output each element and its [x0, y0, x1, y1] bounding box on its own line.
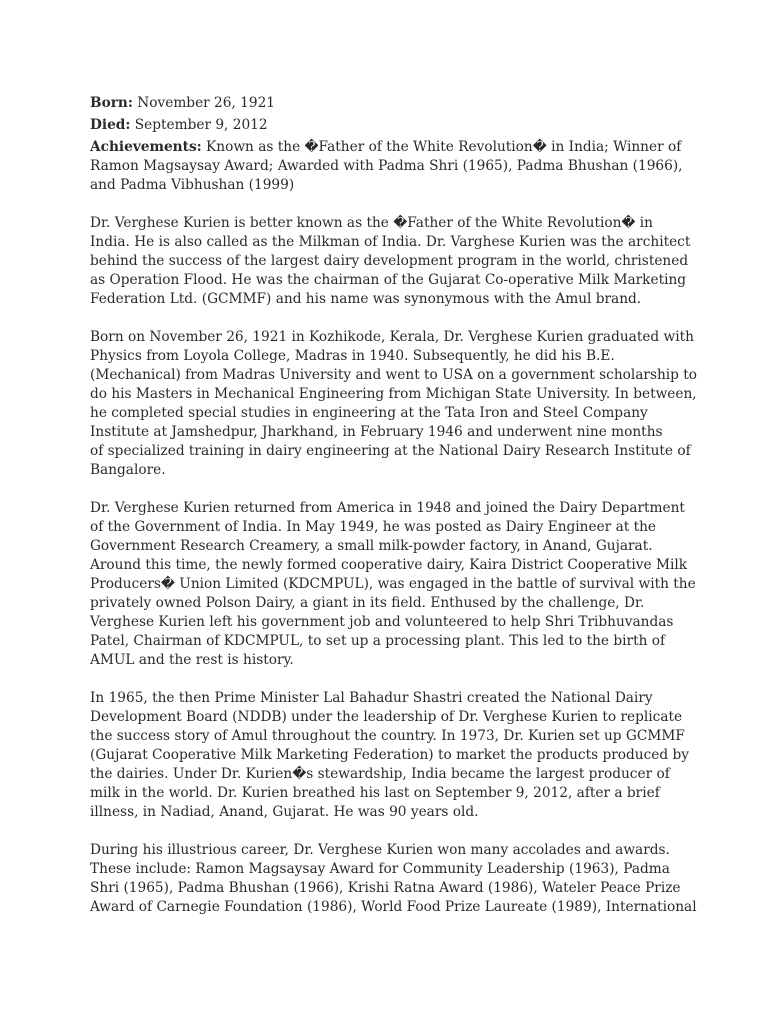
text-line: India. He is also called as the Milkman of India. Dr. Varghese Kurien was the architect [90, 234, 691, 250]
achievements-text: Known as the �Father of the White Revolution� in India; Winner of [201, 139, 682, 155]
text-line: During his illustrious career, Dr. Verghese Kurien won many accolades and awards. [90, 842, 670, 858]
text-line: of specialized training in dairy engineering at the National Dairy Research Institute of [90, 443, 691, 459]
text-line: Institute at Jamshedpur, Jharkhand, in February 1946 and underwent nine months [90, 424, 663, 440]
text-line: Producers� Union Limited (KDCMPUL), was engaged in the battle of survival with the [90, 576, 696, 592]
text-line: privately owned Polson Dairy, a giant in its field. Enthused by the challenge, Dr. [90, 595, 645, 611]
text-line: (Gujarat Cooperative Milk Marketing Federation) to market the products produced by [90, 747, 689, 763]
text-line: illness, in Nadiad, Anand, Gujarat. He was 90 years old. [90, 804, 479, 820]
paragraph-career [90, 499, 696, 670]
text-line: Physics from Loyola College, Madras in 1940. Subsequently, he did his B.E. [90, 348, 615, 364]
text-line: Federation Ltd. (GCMMF) and his name was synonymous with the Amul brand. [90, 291, 642, 307]
text-line: as Operation Flood. He was the chairman of the Gujarat Co-operative Milk Marketing [90, 272, 687, 288]
paragraph-intro [90, 214, 691, 309]
text-line: Around this time, the newly formed cooperative dairy, Kaira District Cooperative Milk [90, 557, 688, 573]
text-line: Development Board (NDDB) under the leadership of Dr. Verghese Kurien to replicate [90, 709, 683, 725]
died-value: September 9, 2012 [130, 117, 268, 133]
text-line: do his Masters in Mechanical Engineering from Michigan State University. In between, [90, 386, 697, 402]
died-line [90, 116, 688, 135]
text-line: the success story of Amul throughout the country. In 1973, Dr. Kurien set up GCMMF [90, 728, 685, 744]
achievements-line-3: and Padma Vibhushan (1999) [90, 177, 295, 193]
text-line: Patel, Chairman of KDCMPUL, to set up a processing plant. This led to the birth of [90, 633, 666, 649]
text-line: (Mechanical) from Madras University and went to USA on a government scholarship to [90, 367, 698, 383]
text-line: Dr. Verghese Kurien returned from America in 1948 and joined the Dairy Department [90, 500, 685, 516]
paragraph-awards [90, 841, 697, 917]
text-line: milk in the world. Dr. Kurien breathed his last on September 9, 2012, after a brief [90, 785, 660, 801]
died-label: Died: [90, 117, 131, 133]
paragraph-education [90, 328, 698, 480]
achievements-line-1 [90, 138, 688, 157]
text-line: Verghese Kurien left his government job and volunteered to help Shri Tribhuvandas [90, 614, 674, 630]
text-line: Born on November 26, 1921 in Kozhikode, Kerala, Dr. Verghese Kurien graduated with [90, 329, 694, 345]
text-line: the dairies. Under Dr. Kurien�s stewardship, India became the largest producer of [90, 766, 670, 782]
achievements-label: Achievements: [90, 139, 202, 155]
text-line: behind the success of the largest dairy development program in the world, christened [90, 253, 689, 269]
text-line: AMUL and the rest is history. [90, 652, 294, 668]
text-line: Award of Carnegie Foundation (1986), World Food Prize Laureate (1989), International [90, 899, 697, 915]
text-line: of the Government of India. In May 1949, he was posted as Dairy Engineer at the [90, 519, 656, 535]
achievements-line [90, 138, 688, 195]
born-line [90, 94, 688, 113]
paragraph-nddb [90, 689, 688, 822]
text-line: Shri (1965), Padma Bhushan (1966), Krishi Ratna Award (1986), Wateler Peace Prize [90, 880, 681, 896]
born-value: November 26, 1921 [132, 95, 276, 111]
text-line: Government Research Creamery, a small milk-powder factory, in Anand, Gujarat. [90, 538, 653, 554]
text-line: Bangalore. [90, 462, 166, 478]
text-line: In 1965, the then Prime Minister Lal Bahadur Shastri created the National Dairy [90, 690, 653, 706]
achievements-line-2: Ramon Magsaysay Award; Awarded with Padma Shri (1965), Padma Bhushan (1966), [90, 158, 683, 174]
born-label: Born: [90, 95, 133, 111]
text-line: These include: Ramon Magsaysay Award for Community Leadership (1963), Padma [90, 861, 670, 877]
text-line: Dr. Verghese Kurien is better known as the �Father of the White Revolution� in [90, 215, 654, 231]
text-line: he completed special studies in engineering at the Tata Iron and Steel Company [90, 405, 648, 421]
